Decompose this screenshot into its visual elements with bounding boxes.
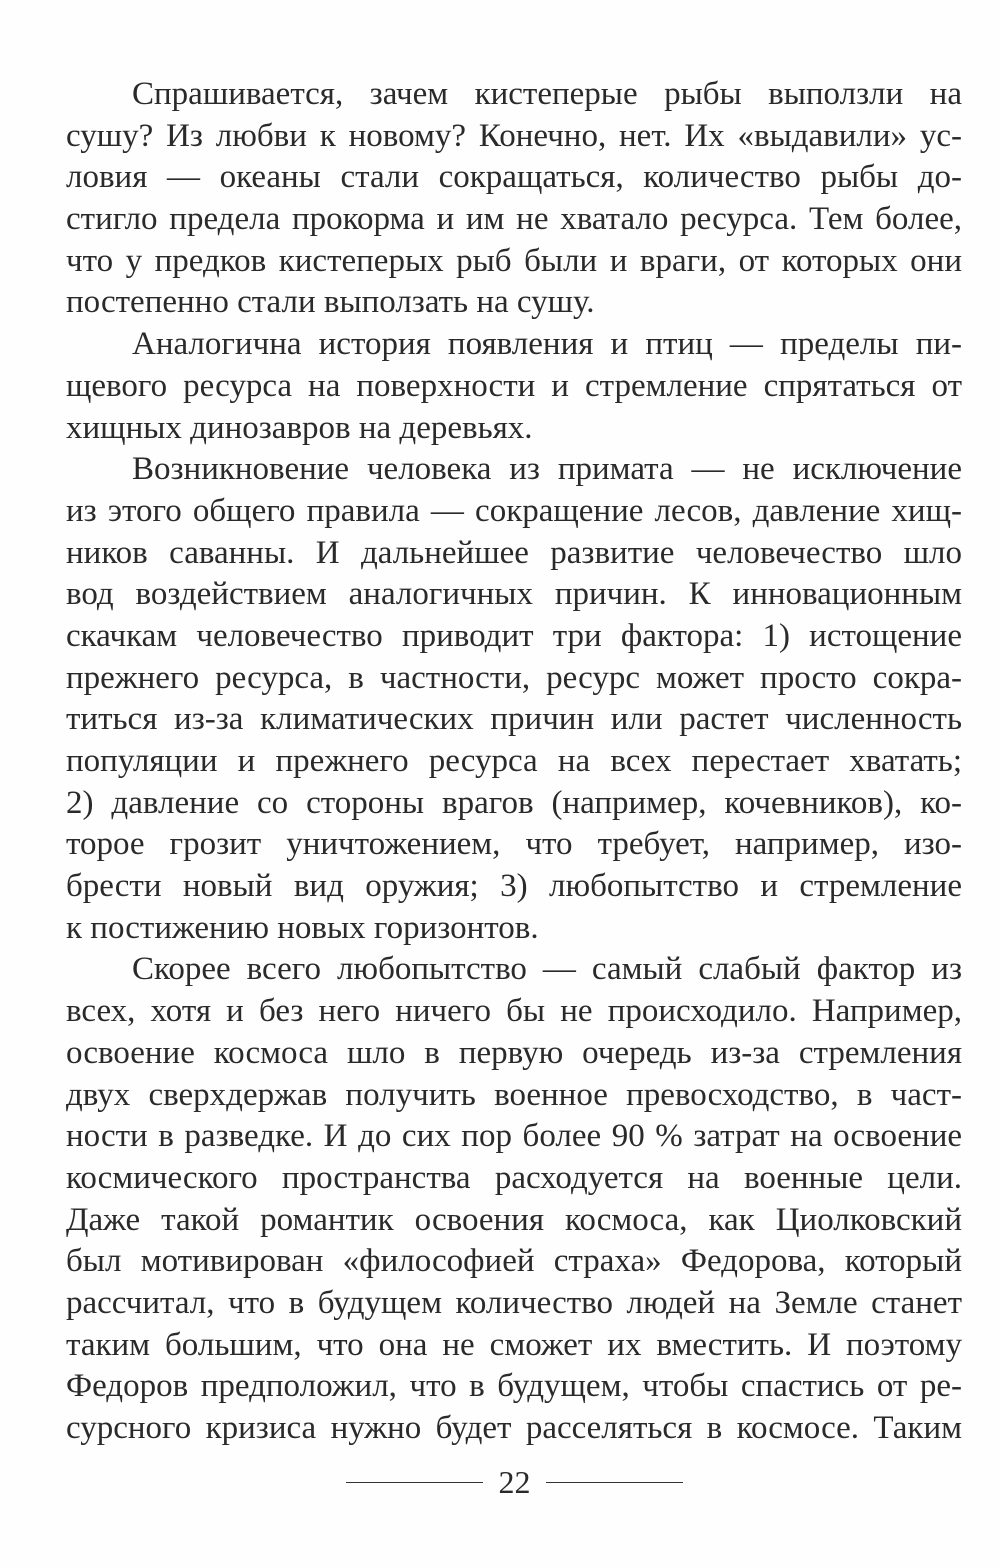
text-line: популяции и прежнего ресурса на всех перестает хватать; [66,743,962,779]
text-line: титься из-за климатических причин или растет численность [66,701,962,738]
text-line: щевого ресурса на поверхности и стремление спрятаться от [66,367,962,404]
text-line: 2) давление со стороны врагов (например, кочевников), ко- [66,784,962,821]
text-line: брести новый вид оружия; 3) любопытство и стремление [66,868,962,905]
text-line: был мотивирован «философией страха» Федорова, который [66,1243,962,1280]
text-line: таким большим, что она не сможет их вместить. И поэтому [66,1326,962,1363]
text-line: из этого общего правила — сокращение лесов, давление хищ- [66,492,962,529]
page-footer [0,1462,1000,1502]
text-line: освоение космоса шло в первую очередь из-за стремления [66,1034,962,1071]
text-line: двух сверхдержав получить военное превосходство, в част- [66,1076,962,1113]
body-text [66,74,962,1450]
text-line: постепенно стали выползать на сушу. [66,284,595,321]
text-line: к постижению новых горизонтов. [66,909,539,946]
text-line: прежнего ресурса, в частности, ресурс может просто сокра- [66,659,962,696]
footer-rule-right [546,1482,683,1483]
text-line: сурсного кризиса нужно будет расселяться в космосе. Таким [66,1410,962,1446]
text-line: хищных динозавров на деревьях. [66,409,533,446]
text-line: что у предков кистеперых рыб были и враги, от которых они [66,242,962,279]
footer-rule-left [346,1482,483,1483]
page-number: 22 [498,1464,531,1500]
text-line: сушу? Из любви к новому? Конечно, нет. Их «выдавили» ус- [66,117,962,154]
text-line: Возникновение человека из примата — не исключение [132,451,962,488]
text-line: ности в разведке. И до сих пор более 90 % затрат на освоение [66,1118,962,1155]
text-line: космического пространства расходуется на военные цели. [66,1159,962,1196]
text-line: ников саванны. И дальнейшее развитие человечество шло [66,534,962,571]
text-line: рассчитал, что в будущем количество людей на Земле станет [66,1284,962,1321]
text-line: всех, хотя и без него ничего бы не происходило. Например, [66,993,962,1030]
text-line: Даже такой романтик освоения космоса, как Циолковский [66,1201,962,1238]
text-line: стигло предела прокорма и им не хватало ресурса. Тем более, [66,201,962,238]
text-line: Спрашивается, зачем кистеперые рыбы выползли на [132,76,962,112]
text-line: Федоров предположил, что в будущем, чтобы спастись от ре- [66,1368,962,1405]
text-line: торое грозит уничтожением, что требует, например, изо- [66,826,962,863]
text-line: Скорее всего любопытство — самый слабый фактор из [132,951,962,988]
text-line: Аналогична история появления и птиц — пределы пи- [132,326,962,363]
text-line: скачкам человечество приводит три фактора: 1) истощение [66,617,962,654]
text-line: ловия — океаны стали сокращаться, количество рыбы до- [66,159,962,196]
text-line: вод воздействием аналогичных причин. К инновационным [66,576,962,613]
